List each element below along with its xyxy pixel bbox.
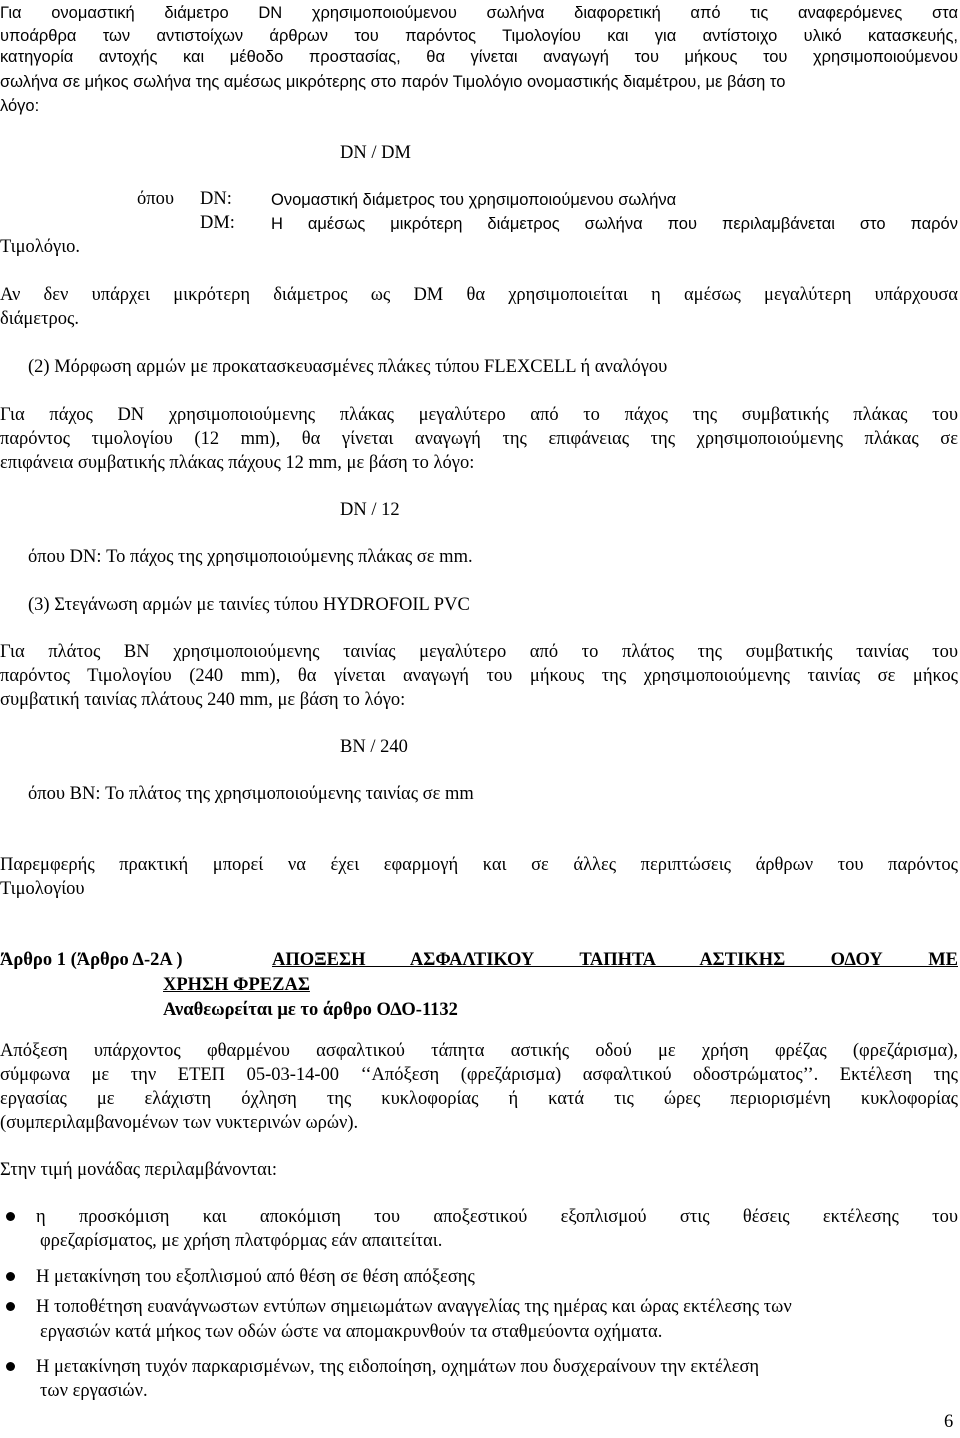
bullet-3-line-1: Η τοποθέτηση ευανάγνωστων εντύπων σημειωμάτων αναγγελίας της ημέρας και ώρας εκτέλεσης των [36,1297,792,1317]
def-dn-text: Ονομαστική διάμετρος του χρησιμοποιούμενου σωλήνα [271,191,677,209]
formula-dn-dm: DN / DM [340,143,411,163]
note-line-2: διάμετρος. [0,309,79,329]
bullet-dot-3 [6,1302,15,1311]
article-label: Άρθρο 1 (Άρθρο Δ-2Α ) [0,950,183,970]
intro-line-1: Για ονομαστική διάμετρο DN χρησιμοποιούμενου σωλήνα διαφορετική από τις αναφερόμενες στα [0,4,958,22]
bullet-dot-2 [6,1272,15,1281]
intro-line-2: υποάρθρα των αντιστοίχων άρθρων του παρόντος Τιμολογίου και για αντίστοιχο υλικό κατασκευής, [0,27,958,45]
bullet-3-line-2: εργασιών κατά μήκος των οδών ώστε να απομακρυνθούν τα σταθμεύοντα οχήματα. [40,1322,663,1342]
s2-where: όπου DN: Το πάχος της χρησιμοποιούμενης πλάκας σε mm. [28,547,473,567]
def-dm-label: DM: [200,213,235,233]
s2-line-3: επιφάνεια συμβατικής πλάκας πάχους 12 mm, με βάση το λόγο: [0,453,475,473]
intro-line-3: κατηγορία αντοχής και μέθοδο προστασίας, θα γίνεται αναγωγή του μήκους του χρησιμοποιούμενου [0,48,958,66]
s2-line-1: Για πάχος DN χρησιμοποιούμενης πλάκας μεγαλύτερο από το πάχος της συμβατικής πλάκας του [0,405,958,425]
desc-line-2: σύμφωνα με την ΕΤΕΠ 05-03-14-00 ‘‘Απόξεση (φρεζάρισμα) ασφαλτικού οδοστρώματος’’. Εκτέλεση της [0,1065,958,1085]
def-dm-text: Η αμέσως μικρότερη διάμετρος σωλήνα που περιλαμβάνεται στο παρόν [271,215,958,233]
article-title-line-1: ΑΠΟΞΕΣΗ ΑΣΦΑΛΤΙΚΟΥ ΤΑΠΗΤΑ ΑΣΤΙΚΗΣ ΟΔΟΥ ΜΕ [272,950,958,970]
formula-dn-12: DN / 12 [340,500,400,520]
bullet-4-line-1: Η μετακίνηση τυχόν παρκαρισμένων, της ειδοποίηση, οχημάτων που δυσχεραίνουν την εκτέλεση [36,1357,760,1377]
formula-bn-240: BN / 240 [340,737,408,757]
def-dn-label: DN: [200,189,232,209]
s2-line-2: παρόντος τιμολογίου (12 mm), θα γίνεται αναγωγή της επιφάνειας της χρησιμοποιούμενης πλάκας σε [0,429,958,449]
article-reviewed: Αναθεωρείται με το άρθρο ΟΔΟ-1132 [163,1000,458,1020]
intro-line-5: λόγο: [0,97,40,115]
bullet-dot-4 [6,1362,15,1371]
intro-line-4: σωλήνα σε μήκος σωλήνα της αμέσως μικρότερης στο παρόν Τιμολόγιο ονομαστικής διαμέτρου, με βάση το [0,73,786,91]
bullet-1-line-1: η προσκόμιση και αποκόμιση του αποξεστικού εξοπλισμού στις θέσεις εκτέλεσης του [36,1207,958,1227]
section-3-heading: (3) Στεγάνωση αρμών με ταινίες τύπου HYDROFOIL PVC [28,595,470,615]
periph-line-1: Παρεμφερής πρακτική μπορεί να έχει εφαρμογή και σε άλλες περιπτώσεις άρθρων του παρόντος [0,855,958,875]
desc-line-1: Απόξεση υπάρχοντος φθαρμένου ασφαλτικού τάπητα αστικής οδού με χρήση φρέζας (φρεζάρισμα), [0,1041,958,1061]
s3-line-2: παρόντος Τιμολογίου (240 mm), θα γίνεται αναγωγή του μήκους της χρησιμοποιούμενης ταινίας σε μήκος [0,666,958,686]
s3-line-3: συμβατική ταινίας πλάτους 240 mm, με βάση το λόγο: [0,690,406,710]
desc-line-3: εργασίας με ελάχιστη όχληση της κυκλοφορίας ή κατά τις ώρες περιορισμένη κυκλοφορίας [0,1089,958,1109]
section-2-heading: (2) Μόρφωση αρμών με προκατασκευασμένες πλάκες τύπου FLEXCELL ή αναλόγου [28,357,668,377]
s3-where: όπου BN: Το πλάτος της χρησιμοποιούμενης ταινίας σε mm [28,784,474,804]
bullet-dot-1 [6,1212,15,1221]
def-tail: Τιμολόγιο. [0,237,81,257]
page-number: 6 [944,1412,954,1432]
s3-line-1: Για πλάτος BN χρησιμοποιούμενης ταινίας μεγαλύτερο από το πλάτος της συμβατικής ταινίας του [0,642,958,662]
bullet-1-line-2: φρεζαρίσματος, με χρήση πλατφόρμας εάν απαιτείται. [40,1231,443,1251]
includes-heading: Στην τιμή μονάδας περιλαμβάνονται: [0,1160,277,1180]
note-line-1: Αν δεν υπάρχει μικρότερη διάμετρος ως DM θα χρησιμοποιείται η αμέσως μεγαλύτερη υπάρχουσα [0,285,958,305]
def-where: όπου [137,189,174,209]
desc-line-4: (συμπεριλαμβανομένων των νυκτερινών ωρών). [0,1113,359,1133]
article-title-line-2: ΧΡΗΣΗ ΦΡΕΖΑΣ [163,975,310,995]
periph-line-2: Τιμολογίου [0,879,85,899]
bullet-2-line-1: Η μετακίνηση του εξοπλισμού από θέση σε θέση απόξεσης [36,1267,475,1287]
bullet-4-line-2: των εργασιών. [40,1381,148,1401]
